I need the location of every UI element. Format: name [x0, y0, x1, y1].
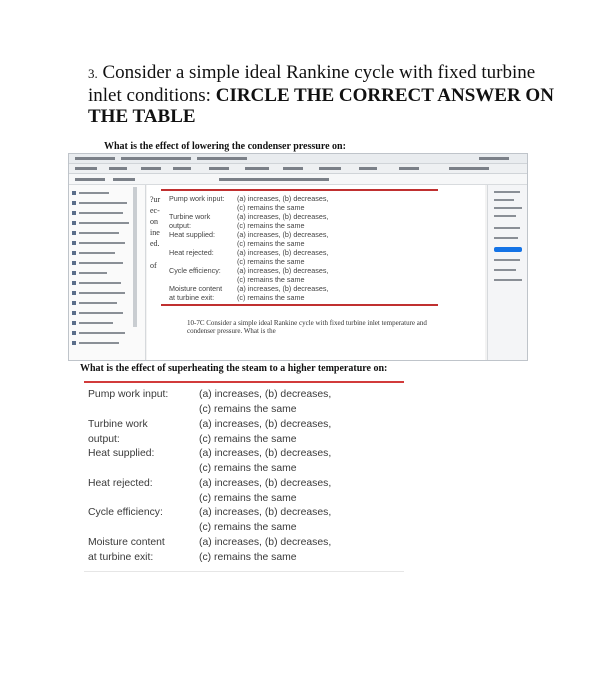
- mini-row-label: Heat supplied:: [169, 230, 215, 239]
- row-label: Cycle efficiency:: [88, 507, 163, 518]
- table-top-rule: [84, 381, 404, 383]
- question-heading: [88, 62, 558, 128]
- bookmarks-scrollbar[interactable]: [133, 187, 137, 327]
- pdf-page: [147, 185, 485, 360]
- mini-row-options: (c) remains the same: [237, 221, 305, 230]
- row-options[interactable]: (a) increases, (b) decreases, (c) remains the same: [199, 537, 332, 563]
- mini-row-options: (a) increases, (b) decreases,: [237, 212, 329, 221]
- row-options[interactable]: (a) increases, (b) decreases, (c) remains the same: [199, 389, 332, 415]
- row-label: Heat rejected:: [88, 478, 153, 489]
- mini-row-label: Turbine work: [169, 212, 211, 221]
- page-left-fragments: ?ur ec- on ine ed. of: [150, 195, 161, 270]
- viewer-tool-bar: [69, 174, 527, 185]
- row-label: Pump work input:: [88, 389, 169, 400]
- mini-row-label: Heat rejected:: [169, 248, 214, 257]
- table-caption: What is the effect of superheating the steam to a higher temperature on:: [80, 363, 388, 374]
- tools-pane-action-button[interactable]: [494, 247, 522, 252]
- row-options[interactable]: (a) increases, (b) decreases, (c) remains the same: [199, 448, 332, 474]
- mini-row-options: (c) remains the same: [237, 239, 305, 248]
- mini-row-options: (a) increases, (b) decreases,: [237, 284, 329, 293]
- mini-row-options: (c) remains the same: [237, 275, 305, 284]
- mini-row-options: (a) increases, (b) decreases,: [237, 266, 329, 275]
- mini-row-options: (c) remains the same: [237, 203, 305, 212]
- row-label: Heat supplied:: [88, 448, 155, 459]
- mini-row-options: (c) remains the same: [237, 257, 305, 266]
- tools-pane[interactable]: [487, 185, 528, 360]
- row-label: Turbine work output:: [88, 419, 148, 445]
- mini-row-options: (a) increases, (b) decreases,: [237, 230, 329, 239]
- mini-row-label: output:: [169, 221, 191, 230]
- mini-row-label: Moisture content: [169, 284, 223, 293]
- question-text: Consider a simple ideal Rankine cycle with fixed turbine inlet conditions:: [88, 62, 536, 106]
- mini-row-label: Pump work input:: [169, 194, 225, 203]
- row-options[interactable]: (a) increases, (b) decreases, (c) remains the same: [199, 419, 332, 445]
- next-problem-text: 10-7C Consider a simple ideal Rankine cycle with fixed turbine inlet temperature and condenser pressure. What is the: [187, 319, 427, 335]
- table-bottom-rule: [84, 571, 404, 572]
- row-label: Moisture content at turbine exit:: [88, 537, 165, 563]
- viewer-menu-bar: [69, 154, 527, 164]
- row-options[interactable]: (a) increases, (b) decreases, (c) remains the same: [199, 507, 332, 533]
- embedded-screenshot: [68, 153, 528, 361]
- mini-row-options: (a) increases, (b) decreases,: [237, 194, 329, 203]
- mini-row-options: (c) remains the same: [237, 293, 305, 302]
- page-table-top-rule: [161, 189, 438, 191]
- mini-row-label: at turbine exit:: [169, 293, 215, 302]
- screenshot-caption: What is the effect of lowering the condenser pressure on:: [104, 141, 346, 152]
- viewer-tab-bar: [69, 164, 527, 174]
- mini-row-options: (a) increases, (b) decreases,: [237, 248, 329, 257]
- row-options[interactable]: (a) increases, (b) decreases, (c) remains the same: [199, 478, 332, 504]
- mini-row-label: Cycle efficiency:: [169, 266, 221, 275]
- answer-table: [84, 381, 404, 573]
- question-number: 3.: [88, 66, 98, 81]
- question-emphasis: CIRCLE THE CORRECT ANSWER ON THE TABLE: [88, 84, 554, 127]
- page-table-bottom-rule: [161, 304, 438, 306]
